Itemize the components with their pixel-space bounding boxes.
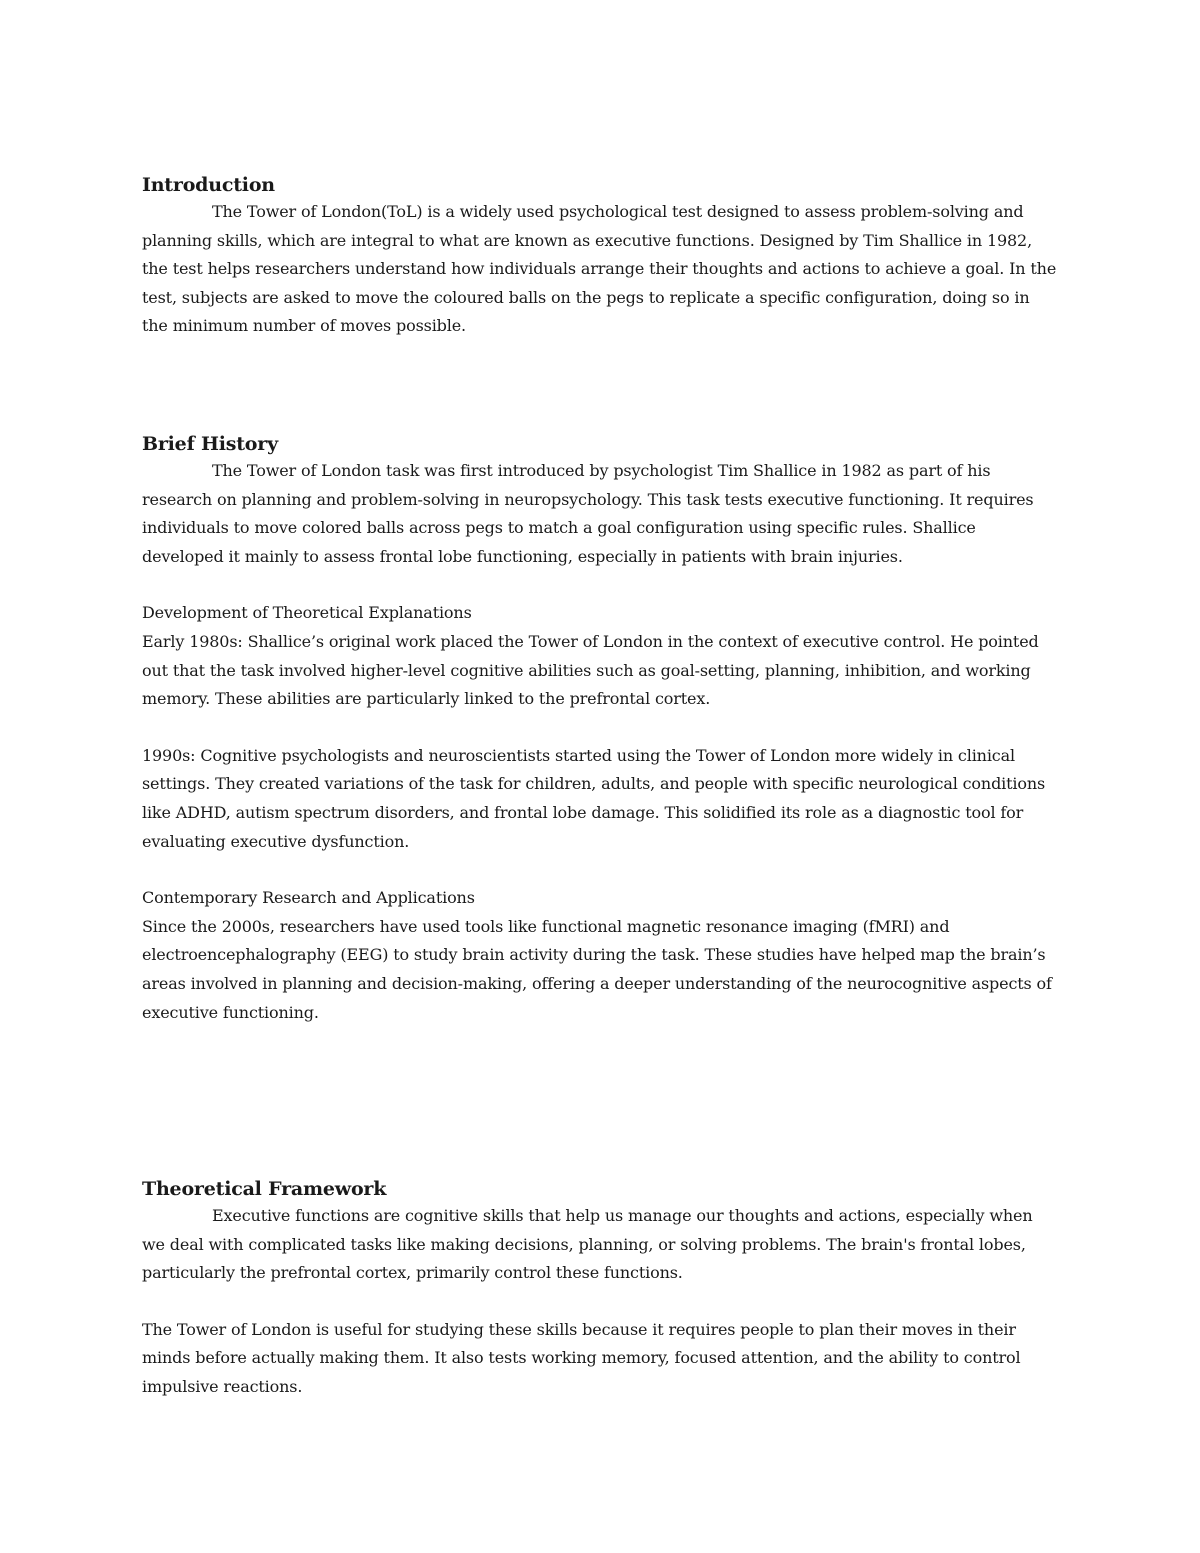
history-paragraph: The Tower of London task was first introduced by psychologist Tim Shallice in 1982 as part of his research on planning and problem-solving in neuropsychology. This task tests executive functioning. It requires individuals to move colored balls across pegs to match a goal configuration using specific rules. Shallice developed it mainly to assess frontal lobe functioning, especially in patients with brain injuries. <box>142 461 1034 566</box>
section-theoretical-framework <box>142 1176 1058 1402</box>
history-1990s-paragraph: 1990s: Cognitive psychologists and neuroscientists started using the Tower of London more widely in clinical settings. They created variations of the task for children, adults, and people with specific neurological conditions like ADHD, autism spectrum disorders, and frontal lobe damage. This solidified its role as a diagnostic tool for evaluating executive dysfunction. <box>142 745 1046 851</box>
history-2000s-paragraph: Since the 2000s, researchers have used tools like functional magnetic resonance imaging (fMRI) and electroencephalography (EEG) to study brain activity during the task. These studies have helped map the brain’s areas involved in planning and decision-making, offering a deeper understanding of the neurocognitive aspects of executive functioning. <box>142 916 1052 1022</box>
section-introduction <box>142 172 1058 341</box>
framework-paragraph-1: Executive functions are cognitive skills that help us manage our thoughts and actions, especially when we deal with complicated tasks like making decisions, planning, or solving problems. The brain's frontal lobes, particularly the prefrontal cortex, primarily control these functions. <box>142 1206 1033 1283</box>
heading-brief-history: Brief History <box>142 433 278 455</box>
section-brief-history <box>142 431 1058 1027</box>
heading-theoretical-framework: Theoretical Framework <box>142 1178 387 1200</box>
heading-introduction: Introduction <box>142 174 275 196</box>
history-1980s-paragraph: Early 1980s: Shallice’s original work placed the Tower of London in the context of executive control. He pointed out that the task involved higher-level cognitive abilities such as goal-setting, planning, inhibition, and working memory. These abilities are particularly linked to the prefrontal cortex. <box>142 631 1039 709</box>
intro-paragraph: The Tower of London(ToL) is a widely used psychological test designed to assess problem-solving and planning skills, which are integral to what are known as executive functions. Designed by Tim Shallice in 1982, the test helps researchers understand how individuals arrange their thoughts and actions to achieve a goal. In the test, subjects are asked to move the coloured balls on the pegs to replicate a specific configuration, doing so in the minimum number of moves possible. <box>142 202 1057 336</box>
framework-paragraph-2: The Tower of London is useful for studying these skills because it requires people to plan their moves in their minds before actually making them. It also tests working memory, focused attention, and the ability to control impulsive reactions. <box>142 1319 1021 1396</box>
subheading-contemporary: Contemporary Research and Applications <box>142 888 475 908</box>
subheading-development: Development of Theoretical Explanations <box>142 603 472 623</box>
